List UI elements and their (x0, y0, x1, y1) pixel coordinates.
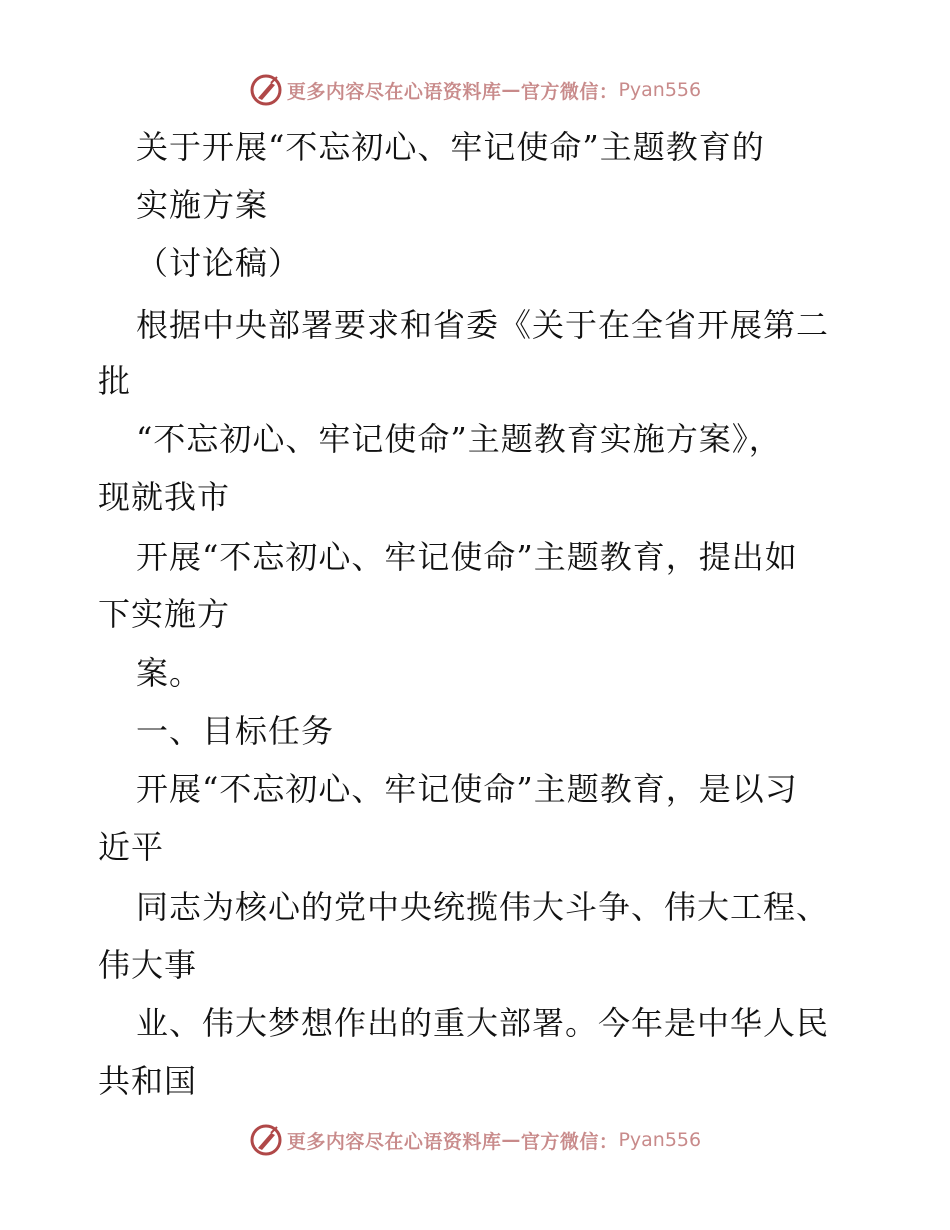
doc-paragraph-line: 业、伟大梦想作出的重大部署。今年是中华人民 (136, 1004, 830, 1042)
watermark-wechat-label: 官方微信： (520, 80, 619, 103)
doc-paragraph-line: 下实施方 (98, 595, 231, 633)
doc-paragraph-line: “不忘初心、牢记使命”主题教育实施方案》， (136, 420, 782, 458)
doc-paragraph-line: 近平 (98, 828, 165, 866)
watermark-wechat-label: 官方微信： (520, 1130, 619, 1153)
quill-logo-icon (249, 73, 283, 107)
watermark-brand: 更多内容尽在心语资料库 (286, 1130, 502, 1153)
watermark-dash: — (501, 1129, 521, 1151)
doc-paragraph-line: 同志为核心的党中央统揽伟大斗争、伟大工程、 (136, 888, 830, 926)
watermark-brand: 更多内容尽在心语资料库 (286, 80, 502, 103)
doc-subtitle: （讨论稿） (136, 244, 302, 282)
doc-title-line-2: 实施方案 (136, 186, 269, 224)
doc-paragraph-line: 批 (98, 362, 132, 400)
doc-paragraph-line: 开展“不忘初心、牢记使命”主题教育，是以习 (136, 770, 798, 808)
doc-paragraph-line: 共和国 (98, 1062, 198, 1100)
doc-paragraph-line: 伟大事 (98, 946, 198, 984)
doc-title-line-1: 关于开展“不忘初心、牢记使命”主题教育的 (136, 128, 765, 166)
doc-paragraph-line: 现就我市 (98, 478, 231, 516)
doc-paragraph-line: 开展“不忘初心、牢记使命”主题教育，提出如 (136, 538, 798, 576)
doc-section-heading: 一、目标任务 (136, 712, 335, 750)
watermark-wechat-id: Pyan556 (618, 1129, 702, 1151)
doc-paragraph-line: 案。 (136, 654, 203, 692)
footer-watermark (0, 1120, 950, 1160)
watermark-wechat-id: Pyan556 (618, 79, 702, 101)
watermark-dash: — (501, 79, 521, 101)
doc-paragraph-line: 根据中央部署要求和省委《关于在全省开展第二 (136, 306, 830, 344)
header-watermark (0, 70, 950, 110)
quill-logo-icon (249, 1123, 283, 1157)
